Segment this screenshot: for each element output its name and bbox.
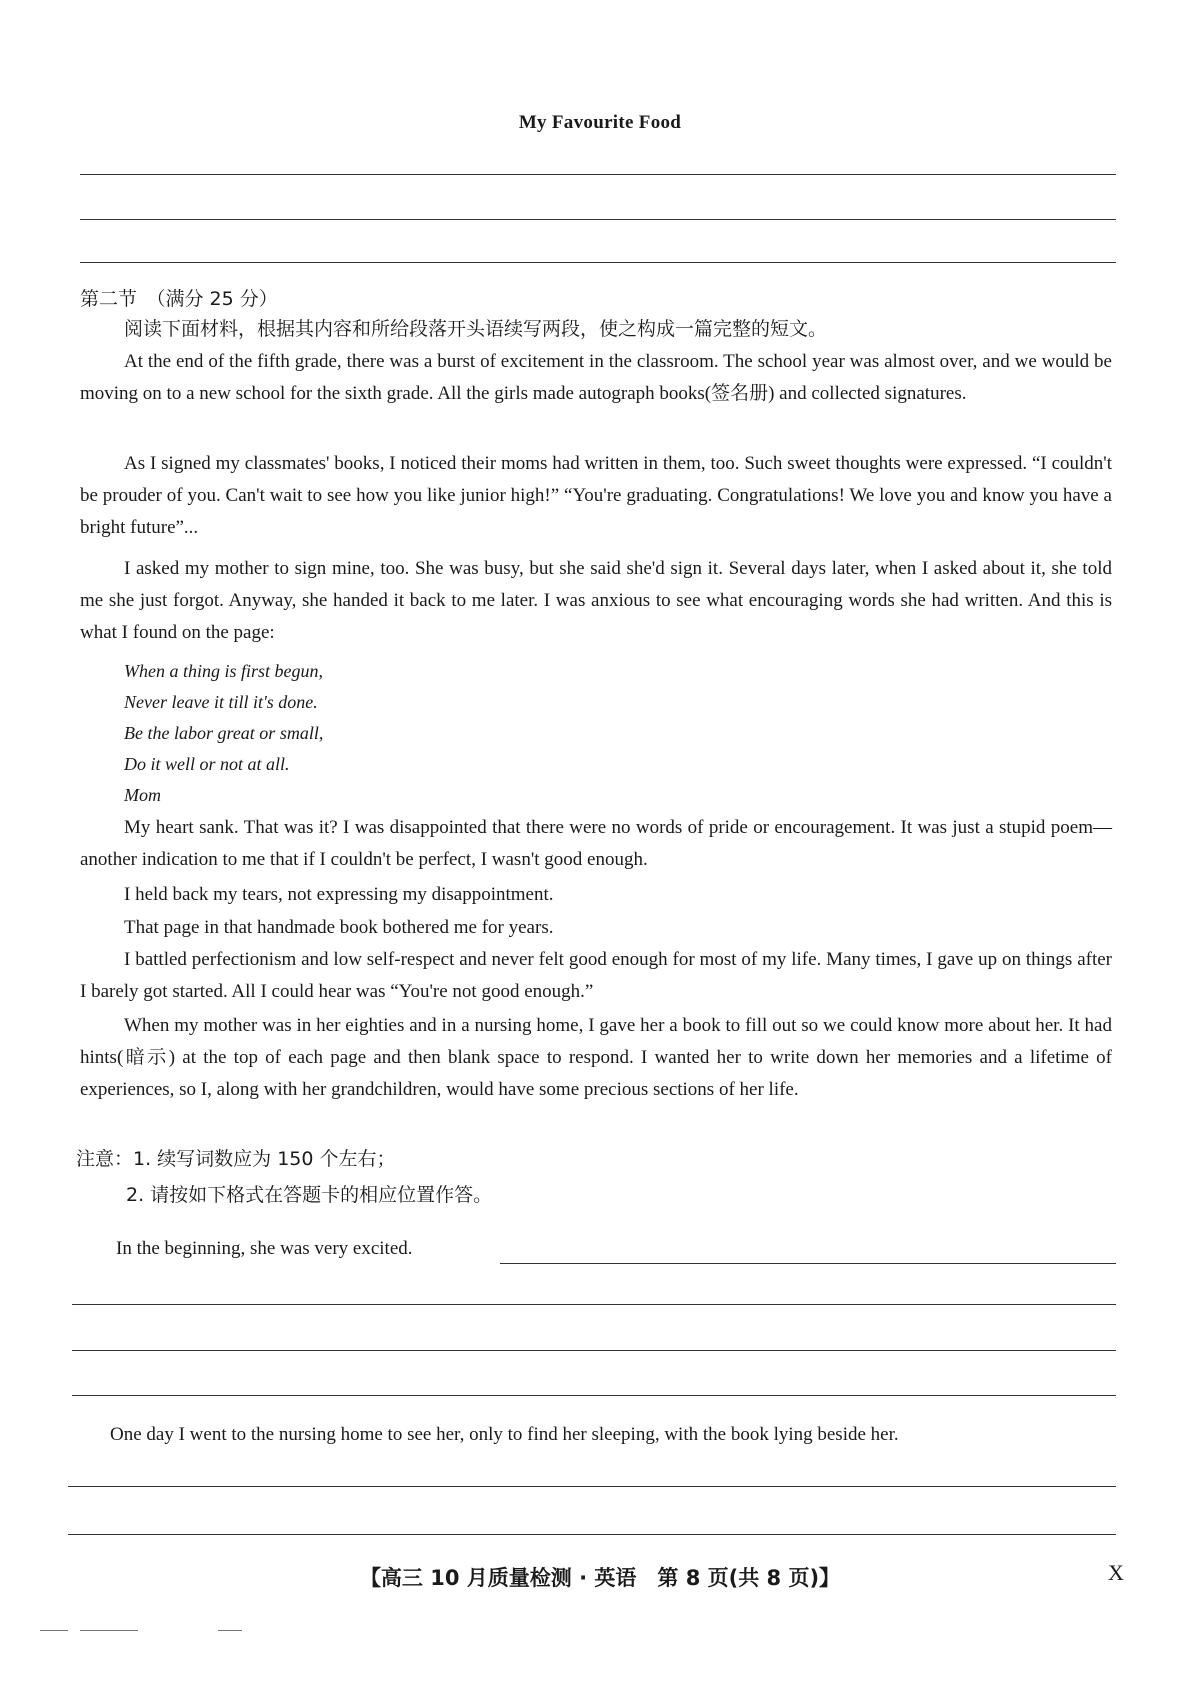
story-paragraph-2: As I signed my classmates' books, I noticed their moms had written in them, too. Such sweet thoughts were expressed. “I couldn't be prouder of you. Can't wait to see how you like junior high!” “You're graduating. Congratulations! We love you and know you have a bright future”...: [80, 453, 1112, 538]
essay-title: My Favourite Food: [518, 112, 682, 133]
note-line-1: 注意：1. 续写词数应为 150 个左右；: [76, 1148, 396, 1170]
writing-line: [80, 219, 1116, 220]
poem-line: Do it well or not at all.: [124, 754, 290, 774]
continuation-starter-2: One day I went to the nursing home to see her, only to find her sleeping, with the book lying beside her.: [110, 1424, 899, 1445]
scan-artifact: [40, 1630, 68, 1631]
poem-signature: Mom: [124, 785, 161, 805]
writing-line: [80, 262, 1116, 263]
answer-line: [68, 1534, 1116, 1535]
story-paragraph-1: At the end of the fifth grade, there was a burst of excitement in the classroom. The school year was almost over, and we would be moving on to a new school for the sixth grade. All the girls made autograph books(签名册) and collected signatures.: [80, 351, 1112, 404]
answer-line: [72, 1350, 1116, 1351]
story-paragraph-5: I held back my tears, not expressing my disappointment.: [124, 884, 554, 905]
section-instruction: 阅读下面材料，根据其内容和所给段落开头语续写两段，使之构成一篇完整的短文。: [124, 318, 828, 340]
section-heading: 第二节 （满分 25 分）: [80, 288, 278, 310]
story-paragraph-3: I asked my mother to sign mine, too. She was busy, but she said she'd sign it. Several days later, when I asked about it, she told me she just forgot. Anyway, she handed it back to me later. I was anxious to see what encouraging words she had written. And this is what I found on the page:: [80, 558, 1112, 643]
story-paragraph-6: That page in that handmade book bothered me for years.: [124, 917, 554, 938]
poem-line: Never leave it till it's done.: [124, 692, 318, 712]
story-paragraph-4: My heart sank. That was it? I was disappointed that there were no words of pride or encouragement. It was just a stupid poem—another indication to me that if I couldn't be perfect, I wasn't good enough.: [80, 817, 1112, 870]
footer-mark: X: [1108, 1560, 1124, 1585]
writing-line: [80, 174, 1116, 175]
story-paragraph-7: I battled perfectionism and low self-respect and never felt good enough for most of my life. Many times, I gave up on things after I barely got started. All I could hear was “You're not good enough.”: [80, 949, 1112, 1002]
answer-line: [500, 1263, 1116, 1264]
poem-line: When a thing is first begun,: [124, 661, 323, 681]
answer-line: [72, 1395, 1116, 1396]
poem-line: Be the labor great or small,: [124, 723, 324, 743]
scan-artifact: [218, 1630, 242, 1631]
continuation-starter-1: In the beginning, she was very excited.: [116, 1238, 413, 1259]
note-line-2: 2. 请按如下格式在答题卡的相应位置作答。: [126, 1184, 493, 1206]
scan-artifact: [80, 1630, 138, 1631]
answer-line: [72, 1304, 1116, 1305]
page-footer: 【高三 10 月质量检测 · 英语 第 8 页(共 8 页)】: [359, 1566, 841, 1590]
answer-line: [68, 1486, 1116, 1487]
story-paragraph-8: When my mother was in her eighties and in a nursing home, I gave her a book to fill out so we could know more about her. It had hints(暗示) at the top of each page and then blank space to respond. I wanted her to write down her memories and a lifetime of experiences, so I, along with her grandchildren, would have some precious sections of her life.: [80, 1015, 1112, 1100]
